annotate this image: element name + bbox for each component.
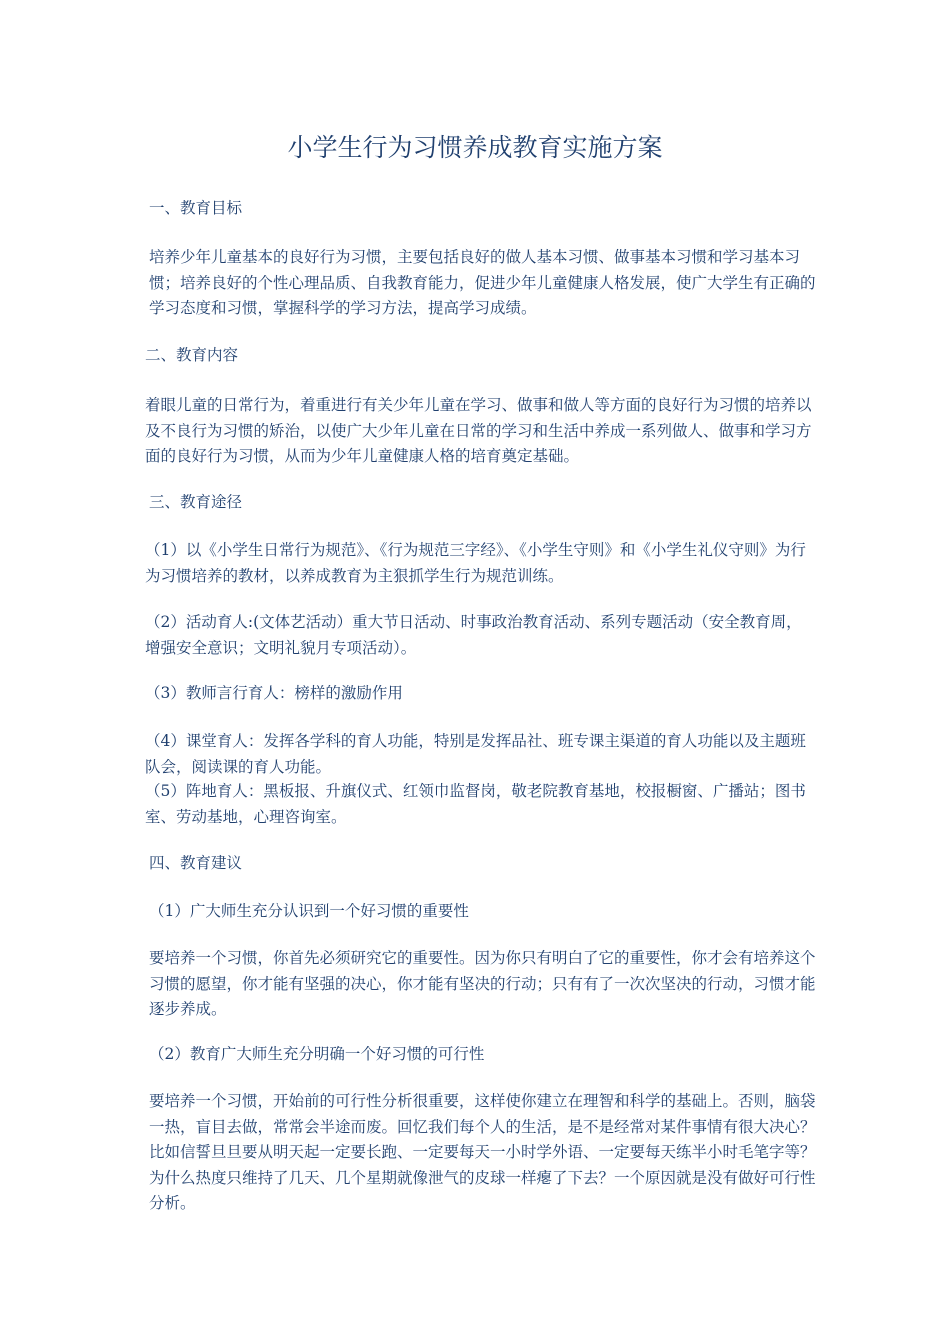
path-item-1: （1）以《小学生日常行为规范》、《行为规范三字经》、《小学生守则》和《小学生礼仪守则》为行为习惯培养的教材，以养成教育为主狠抓学生行为规范训练。 bbox=[145, 541, 806, 585]
section-heading-content: 二、教育内容 bbox=[145, 346, 239, 364]
paragraph-content: 着眼儿童的日常行为，着重进行有关少年儿童在学习、做事和做人等方面的良好行为习惯的培养以及不良行为习惯的矫治，以使广大少年儿童在日常的学习和生活中养成一系列做人、做事和学习方面的良好行为习惯，从而为少年儿童健康人格的培育奠定基础。 bbox=[145, 396, 812, 465]
path-item-3: （3）教师言行育人：榜样的激励作用 bbox=[145, 684, 403, 702]
advice-1-heading: （1）广大师生充分认识到一个好习惯的重要性 bbox=[149, 902, 469, 920]
paragraph-goal: 培养少年儿童基本的良好行为习惯，主要包括良好的做人基本习惯、做事基本习惯和学习基本习惯；培养良好的个性心理品质、自我教育能力，促进少年儿童健康人格发展，使广大学生有正确的学习态度和习惯，掌握科学的学习方法，提高学习成绩。 bbox=[149, 248, 816, 317]
advice-1-paragraph: 要培养一个习惯，你首先必须研究它的重要性。因为你只有明白了它的重要性，你才会有培养这个习惯的愿望，你才能有坚强的决心，你才能有坚决的行动；只有有了一次次坚决的行动，习惯才能逐步养成。 bbox=[149, 949, 816, 1018]
path-item-5: （5）阵地育人：黑板报、升旗仪式、红领巾监督岗，敬老院教育基地，校报橱窗、广播站；图书室、劳动基地，心理咨询室。 bbox=[145, 782, 806, 826]
section-heading-path: 三、教育途径 bbox=[149, 493, 243, 511]
path-item-4: （4）课堂育人：发挥各学科的育人功能，特别是发挥品社、班专课主渠道的育人功能以及主题班队会，阅读课的育人功能。 bbox=[145, 732, 806, 776]
document-title: 小学生行为习惯养成教育实施方案 bbox=[287, 133, 663, 162]
section-heading-goal: 一、教育目标 bbox=[149, 199, 243, 217]
section-heading-advice: 四、教育建议 bbox=[149, 854, 243, 872]
advice-2-paragraph: 要培养一个习惯，开始前的可行性分析很重要，这样使你建立在理智和科学的基础上。否则，脑袋一热，盲目去做，常常会半途而废。回忆我们每个人的生活，是不是经常对某件事情有很大决心？比如信誓旦旦要从明天起一定要长跑、一定要每天一小时学外语、一定要每天练半小时毛笔字等？为什么热度只维持了几天、几个星期就像泄气的皮球一样瘪了下去？一个原因就是没有做好可行性分析。 bbox=[149, 1092, 816, 1212]
path-item-2: （2）活动育人:(文体艺活动）重大节日活动、时事政治教育活动、系列专题活动（安全教育周，增强安全意识；文明礼貌月专项活动）。 bbox=[145, 613, 802, 657]
advice-2-heading: （2）教育广大师生充分明确一个好习惯的可行性 bbox=[149, 1045, 485, 1063]
